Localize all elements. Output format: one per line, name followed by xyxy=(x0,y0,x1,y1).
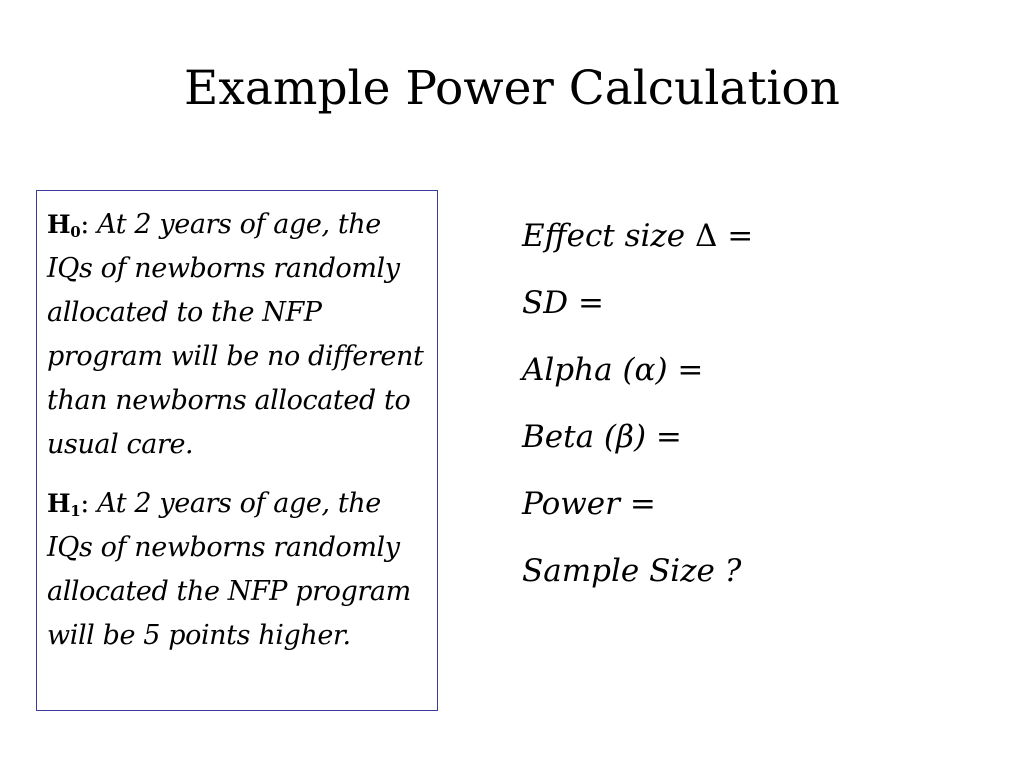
alternative-hypothesis-label xyxy=(47,489,80,518)
hypotheses-box xyxy=(36,190,438,711)
slide-title: Example Power Calculation xyxy=(184,61,840,116)
param-power xyxy=(522,482,962,526)
param-sd xyxy=(522,281,962,325)
alternative-hypothesis-subscript: 1 xyxy=(70,502,81,520)
null-hypothesis-subscript: 0 xyxy=(70,223,81,241)
null-hypothesis xyxy=(47,203,429,467)
delta-symbol: Δ xyxy=(694,218,718,254)
beta-symbol: β xyxy=(616,419,634,455)
param-alpha-suffix: ) = xyxy=(655,352,704,388)
param-sample-size-text: Sample Size ? xyxy=(522,553,742,589)
alpha-symbol: α xyxy=(634,352,656,388)
null-hypothesis-label xyxy=(47,210,80,239)
param-alpha-prefix: Alpha ( xyxy=(522,352,635,388)
param-beta-suffix: ) = xyxy=(633,419,682,455)
param-power-text: Power = xyxy=(522,486,656,522)
param-effect-size-prefix: Effect size xyxy=(522,218,695,254)
param-effect-size xyxy=(522,214,962,258)
null-hypothesis-text: At 2 years of age, the IQs of newborns randomly allocated to the NFP program will be no different than newborns allocated to usual care. xyxy=(47,209,424,460)
param-alpha xyxy=(522,348,962,392)
alternative-hypothesis xyxy=(47,482,429,658)
alternative-hypothesis-text: At 2 years of age, the IQs of newborns randomly allocated the NFP program will be 5 points higher. xyxy=(47,488,411,651)
alternative-hypothesis-colon: : xyxy=(80,488,89,519)
param-effect-size-suffix: = xyxy=(717,218,754,254)
null-hypothesis-letter: H xyxy=(47,210,71,239)
param-beta xyxy=(522,415,962,459)
null-hypothesis-colon: : xyxy=(80,209,89,240)
param-sample-size xyxy=(522,549,962,593)
param-beta-prefix: Beta ( xyxy=(522,419,617,455)
param-sd-text: SD = xyxy=(522,285,604,321)
parameter-list xyxy=(522,214,962,616)
alternative-hypothesis-letter: H xyxy=(47,489,71,518)
